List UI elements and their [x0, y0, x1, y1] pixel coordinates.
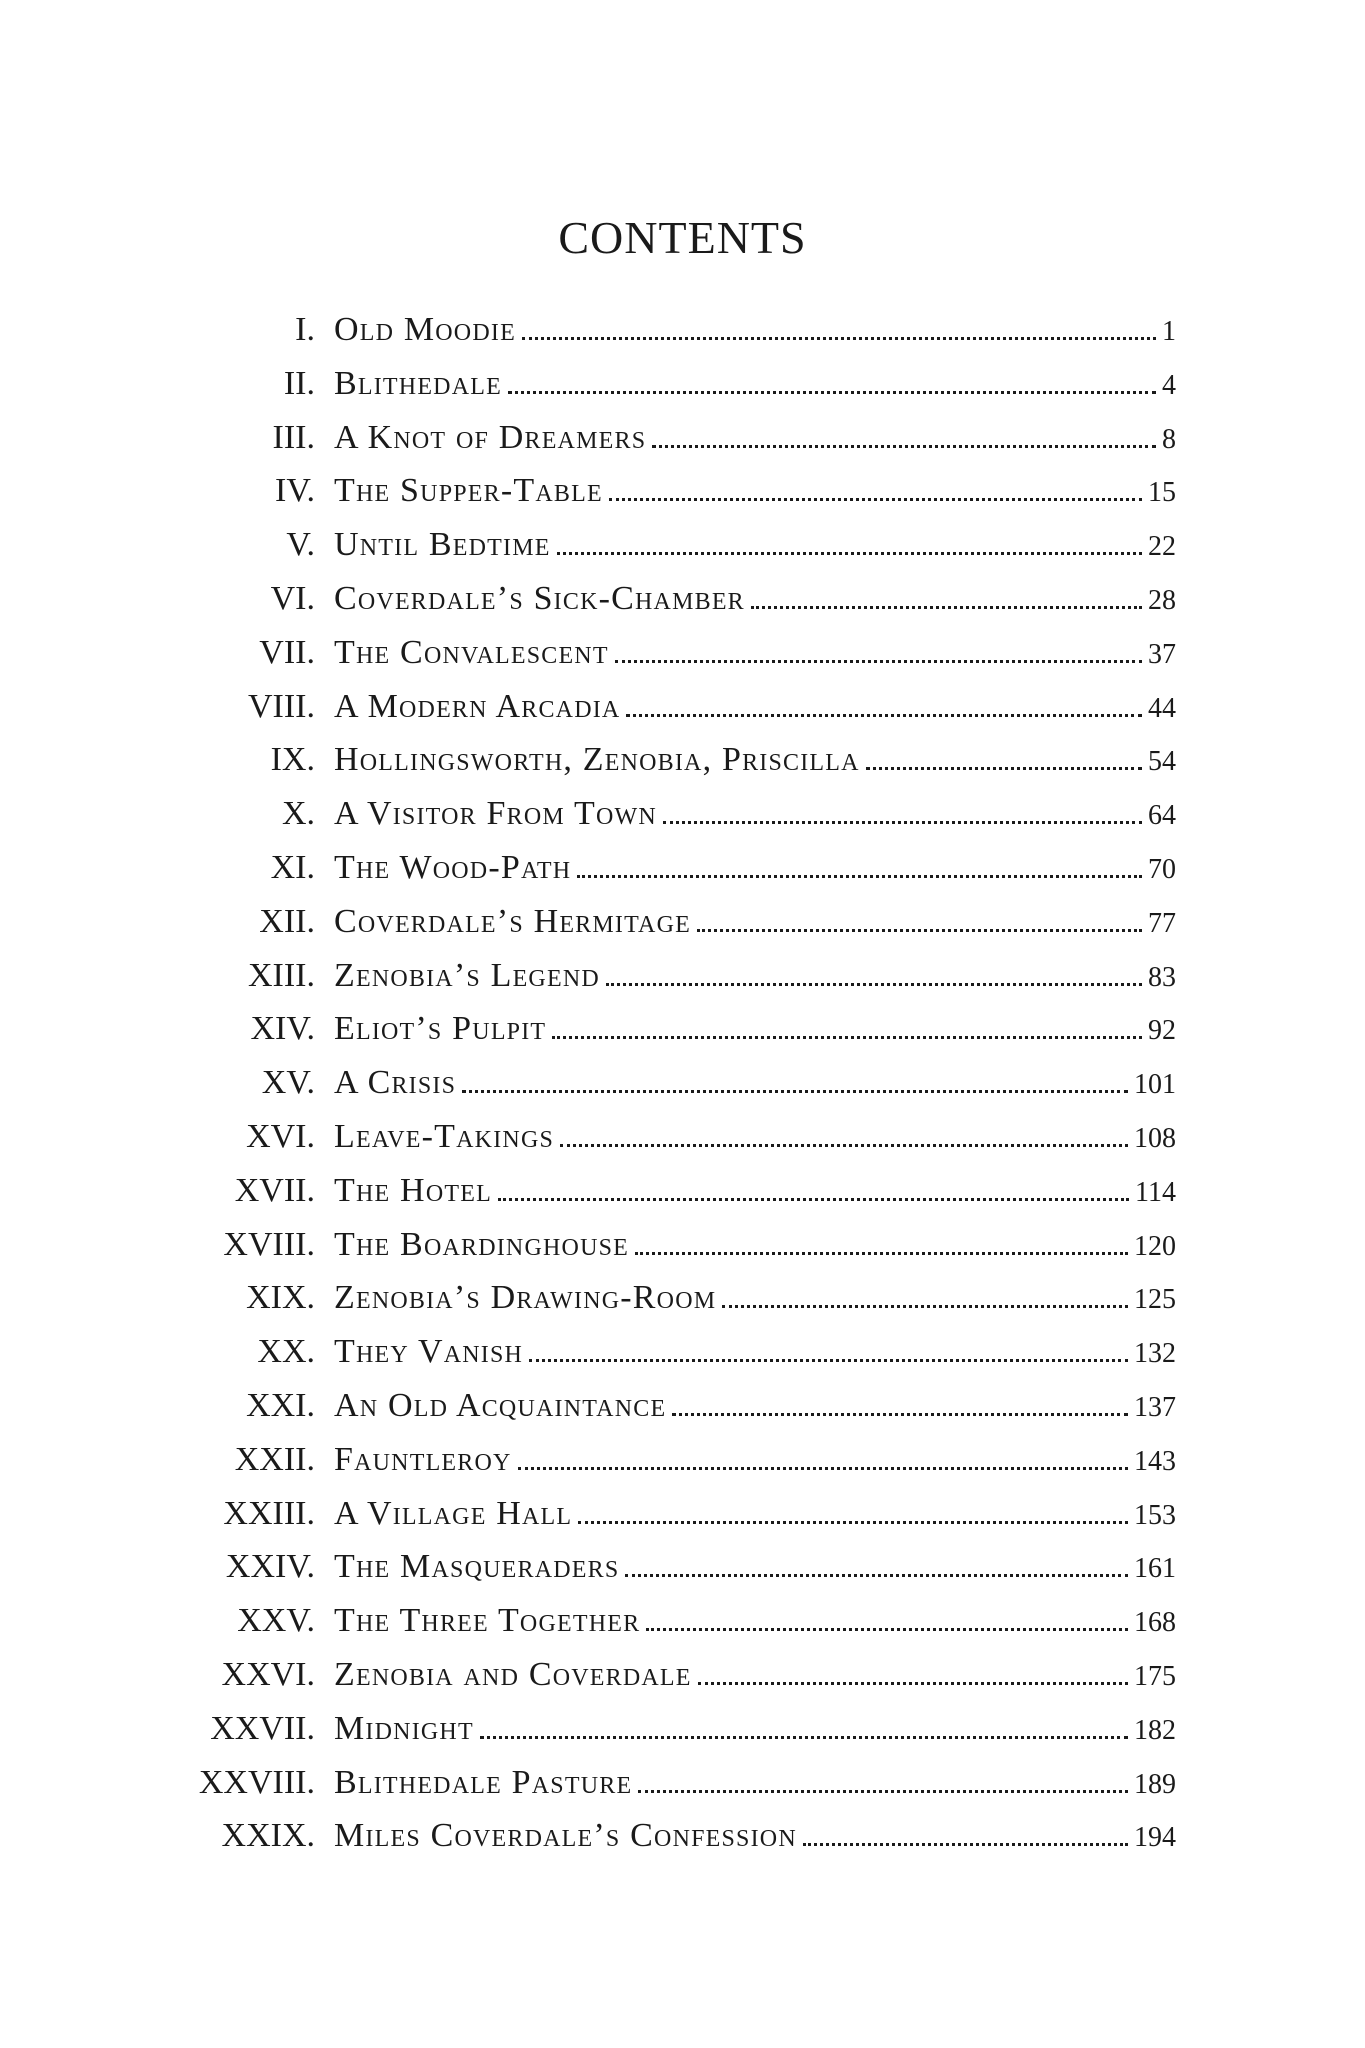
- chapter-title: They Vanish: [334, 1333, 524, 1371]
- page-number: 1: [1162, 316, 1176, 347]
- chapter-title: The Convalescent: [334, 633, 609, 671]
- chapter-title: The Masqueraders: [334, 1548, 620, 1586]
- chapter-title: Leave-Takings: [334, 1117, 555, 1155]
- page-number: 125: [1134, 1284, 1176, 1316]
- page-number: 64: [1148, 800, 1176, 832]
- toc-entry-line: [334, 790, 1176, 840]
- dot-leader: [646, 1628, 1128, 1631]
- page-number: 153: [1134, 1499, 1176, 1531]
- toc-entry-line: [334, 736, 1176, 786]
- chapter-title: Blithedale Pasture: [334, 1763, 633, 1801]
- chapter-title: Coverdale’s Sick-Chamber: [334, 579, 745, 617]
- chapter-numeral: XXIV.: [225, 1548, 315, 1586]
- page-number: 77: [1148, 907, 1176, 939]
- chapter-title: Old Moodie: [334, 311, 516, 348]
- toc-entry[interactable]: [0, 952, 1365, 1006]
- toc-entry[interactable]: [0, 683, 1365, 737]
- chapter-numeral: XXVIII.: [198, 1763, 315, 1801]
- page-number: 44: [1148, 692, 1176, 724]
- toc-entry-line: [334, 1005, 1176, 1055]
- dot-leader: [635, 1252, 1128, 1255]
- toc-entry[interactable]: [0, 1059, 1365, 1113]
- chapter-numeral: XIII.: [247, 956, 315, 994]
- chapter-numeral: III.: [272, 418, 315, 456]
- toc-entry-line: [334, 844, 1176, 894]
- page-number: 4: [1162, 369, 1176, 401]
- page-number: 15: [1148, 477, 1176, 509]
- dot-leader: [751, 606, 1142, 609]
- dot-leader: [606, 983, 1142, 986]
- toc-entry[interactable]: [0, 1705, 1365, 1759]
- chapter-numeral: XIX.: [246, 1279, 315, 1317]
- toc-entry-line: [334, 360, 1176, 410]
- dot-leader: [803, 1843, 1128, 1846]
- dot-leader: [866, 767, 1142, 770]
- page-number: 189: [1134, 1768, 1176, 1800]
- page-number: 175: [1134, 1660, 1176, 1692]
- toc-entry-line: [334, 1597, 1176, 1647]
- page-number: 8: [1162, 423, 1176, 455]
- chapter-numeral: IV.: [275, 472, 315, 510]
- page-number: 143: [1134, 1445, 1176, 1477]
- toc-entry[interactable]: [0, 467, 1365, 521]
- page-number: 54: [1148, 746, 1176, 778]
- table-of-contents: [0, 306, 1365, 1866]
- chapter-title: Hollingsworth, Zenobia, Priscilla: [334, 741, 860, 779]
- dot-leader: [615, 660, 1142, 663]
- toc-entry-line: [334, 898, 1176, 948]
- toc-entry[interactable]: [0, 1651, 1365, 1705]
- toc-entry-line: [334, 521, 1176, 571]
- toc-entry-line: [334, 575, 1176, 625]
- toc-entry[interactable]: [0, 414, 1365, 468]
- chapter-numeral: XVII.: [234, 1171, 315, 1209]
- dot-leader: [498, 1198, 1129, 1201]
- dot-leader: [722, 1305, 1128, 1308]
- chapter-title: Eliot’s Pulpit: [334, 1010, 547, 1048]
- chapter-title: Midnight: [334, 1709, 474, 1747]
- chapter-numeral: XXI.: [246, 1386, 315, 1424]
- page-number: 114: [1135, 1176, 1176, 1208]
- dot-leader: [552, 1036, 1142, 1039]
- chapter-title: The Hotel: [334, 1171, 492, 1209]
- dot-leader: [522, 337, 1156, 340]
- chapter-title: The Supper-Table: [334, 472, 603, 510]
- page-number: 137: [1134, 1391, 1176, 1423]
- toc-entry-line: [334, 414, 1176, 464]
- chapter-title: A Village Hall: [334, 1494, 573, 1532]
- page-title: CONTENTS: [558, 212, 807, 263]
- chapter-title: A Modern Arcadia: [334, 687, 621, 725]
- toc-entry[interactable]: [0, 736, 1365, 790]
- toc-entry[interactable]: [0, 575, 1365, 629]
- page-number: 108: [1134, 1122, 1176, 1154]
- chapter-title: A Crisis: [334, 1064, 457, 1102]
- toc-entry[interactable]: [0, 521, 1365, 575]
- toc-entry[interactable]: [0, 1113, 1365, 1167]
- toc-entry-line: [334, 1705, 1176, 1755]
- dot-leader: [529, 1359, 1128, 1362]
- chapter-numeral: XVI.: [246, 1117, 315, 1155]
- dot-leader: [652, 445, 1156, 448]
- chapter-numeral: V.: [286, 526, 315, 564]
- dot-leader: [560, 1144, 1128, 1147]
- chapter-title: The Three Together: [334, 1602, 641, 1640]
- page-number: 132: [1134, 1338, 1176, 1370]
- toc-entry[interactable]: [0, 790, 1365, 844]
- page-number: 182: [1134, 1714, 1176, 1746]
- toc-entry-line: [334, 1382, 1176, 1432]
- page-number: 70: [1148, 853, 1176, 885]
- toc-entry[interactable]: [0, 1759, 1365, 1813]
- toc-entry-line: [334, 1812, 1176, 1862]
- chapter-title: Blithedale: [334, 364, 502, 402]
- chapter-numeral: XV.: [261, 1064, 315, 1102]
- toc-entry-line: [334, 467, 1176, 517]
- toc-entry-line: [334, 1490, 1176, 1540]
- chapter-numeral: XIV.: [250, 1010, 315, 1048]
- toc-entry[interactable]: [0, 360, 1365, 414]
- chapter-title: The Boardinghouse: [334, 1225, 630, 1263]
- toc-entry[interactable]: [0, 1221, 1365, 1275]
- toc-entry-line: [334, 1328, 1176, 1378]
- dot-leader: [577, 875, 1142, 878]
- toc-entry[interactable]: [0, 1812, 1365, 1866]
- chapter-numeral: VI.: [270, 579, 315, 617]
- page-number: 92: [1148, 1015, 1176, 1047]
- toc-entry[interactable]: [0, 1274, 1365, 1328]
- page-number: 28: [1148, 584, 1176, 616]
- chapter-title: Fauntleroy: [334, 1440, 512, 1478]
- dot-leader: [697, 929, 1142, 932]
- chapter-title: A Visitor From Town: [334, 795, 657, 833]
- chapter-numeral: XI.: [270, 848, 315, 886]
- chapter-numeral: VIII.: [247, 687, 315, 725]
- dot-leader: [672, 1413, 1128, 1416]
- page-number: 22: [1148, 531, 1176, 563]
- dot-leader: [663, 821, 1142, 824]
- chapter-numeral: XXVII.: [210, 1709, 315, 1747]
- page-number: 37: [1148, 638, 1176, 670]
- toc-entry-line: [334, 1059, 1176, 1109]
- toc-entry[interactable]: [0, 1328, 1365, 1382]
- toc-entry[interactable]: [0, 1382, 1365, 1436]
- chapter-title: A Knot of Dreamers: [334, 418, 647, 456]
- chapter-numeral: XXIII.: [223, 1494, 315, 1532]
- chapter-title: Until Bedtime: [334, 526, 551, 564]
- chapter-title: Zenobia’s Drawing-Room: [334, 1279, 717, 1317]
- toc-entry[interactable]: [0, 1005, 1365, 1059]
- chapter-title: The Wood-Path: [334, 848, 572, 886]
- toc-entry-line: [334, 1221, 1176, 1271]
- toc-entry[interactable]: [0, 1543, 1365, 1597]
- toc-entry[interactable]: [0, 1167, 1365, 1221]
- toc-entry[interactable]: [0, 629, 1365, 683]
- toc-entry-line: [334, 629, 1176, 679]
- page-number: 161: [1134, 1553, 1176, 1585]
- chapter-numeral: XXVI.: [221, 1655, 315, 1693]
- toc-entry[interactable]: [0, 844, 1365, 898]
- chapter-numeral: XII.: [259, 902, 315, 940]
- toc-entry[interactable]: [0, 1597, 1365, 1651]
- dot-leader: [609, 498, 1142, 501]
- chapter-numeral: XVIII.: [223, 1225, 315, 1263]
- toc-entry-line: [334, 1651, 1176, 1701]
- dot-leader: [626, 714, 1142, 717]
- chapter-title: Zenobia’s Legend: [334, 956, 600, 994]
- chapter-numeral: I.: [295, 311, 315, 348]
- chapter-title: Zenobia and Coverdale: [334, 1655, 692, 1693]
- chapter-title: Coverdale’s Hermitage: [334, 902, 691, 940]
- dot-leader: [518, 1467, 1128, 1470]
- toc-entry-line: [334, 683, 1176, 733]
- page-number: 83: [1148, 961, 1176, 993]
- page-number: 101: [1134, 1069, 1176, 1101]
- dot-leader: [557, 552, 1142, 555]
- toc-entry-line: [334, 1113, 1176, 1163]
- toc-entry-line: [334, 1759, 1176, 1809]
- dot-leader: [578, 1521, 1128, 1524]
- dot-leader: [698, 1682, 1128, 1685]
- chapter-numeral: XXII.: [234, 1440, 315, 1478]
- page-number: 194: [1134, 1822, 1176, 1854]
- toc-entry-line: [334, 306, 1176, 356]
- toc-entry-line: [334, 1543, 1176, 1593]
- toc-entry[interactable]: [0, 1436, 1365, 1490]
- toc-entry-line: [334, 1167, 1176, 1217]
- page-number: 120: [1134, 1230, 1176, 1262]
- dot-leader: [462, 1090, 1128, 1093]
- toc-entry[interactable]: [0, 898, 1365, 952]
- toc-entry-line: [334, 952, 1176, 1002]
- toc-entry[interactable]: [0, 306, 1365, 360]
- toc-entry[interactable]: [0, 1490, 1365, 1544]
- toc-entry-line: [334, 1274, 1176, 1324]
- toc-entry-line: [334, 1436, 1176, 1486]
- chapter-title: An Old Acquaintance: [334, 1386, 667, 1424]
- dot-leader: [508, 391, 1156, 394]
- chapter-numeral: XXIX.: [221, 1817, 315, 1855]
- dot-leader: [638, 1790, 1128, 1793]
- dot-leader: [480, 1736, 1128, 1739]
- chapter-numeral: XX.: [257, 1333, 315, 1371]
- page-number: 168: [1134, 1607, 1176, 1639]
- chapter-numeral: X.: [281, 795, 315, 833]
- dot-leader: [625, 1574, 1128, 1577]
- chapter-numeral: IX.: [270, 741, 315, 779]
- chapter-numeral: II.: [283, 364, 315, 402]
- chapter-numeral: VII.: [259, 633, 315, 671]
- chapter-title: Miles Coverdale’s Confession: [334, 1817, 797, 1855]
- chapter-numeral: XXV.: [237, 1602, 315, 1640]
